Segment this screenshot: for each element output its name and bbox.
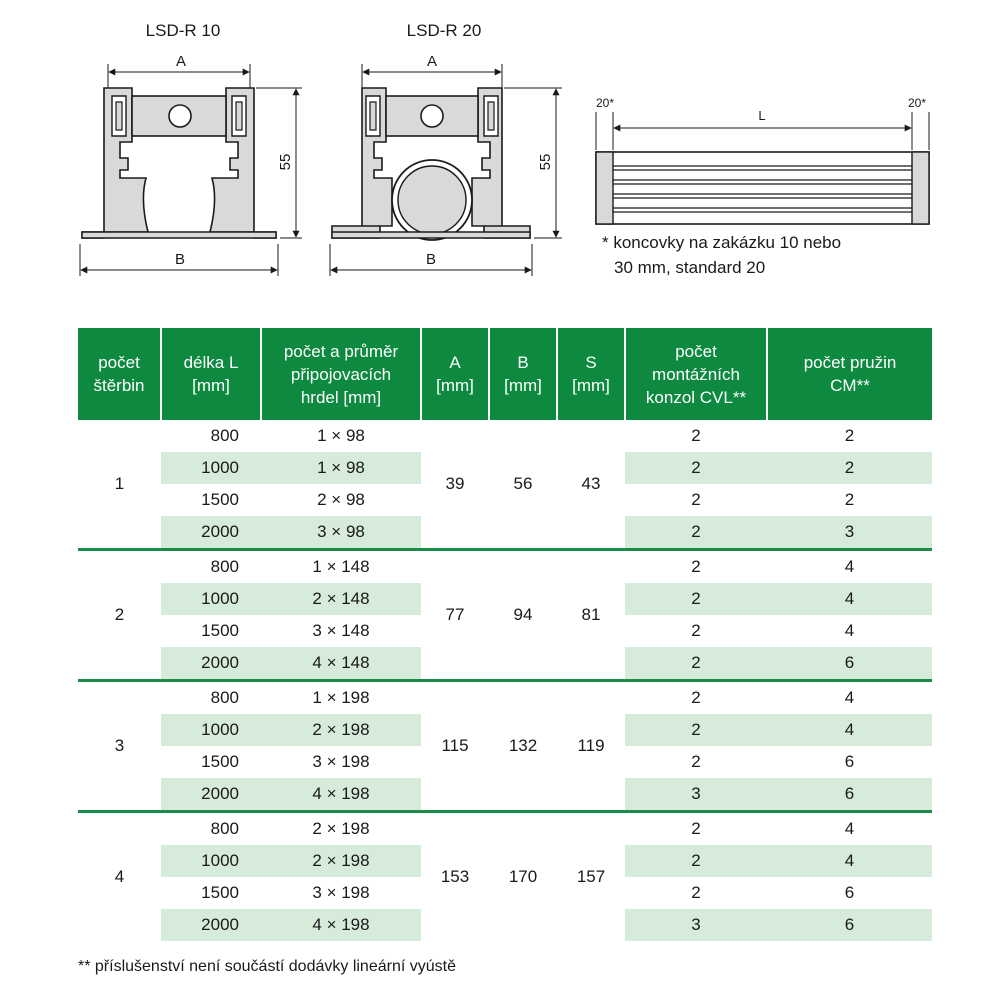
a-cell: 39 xyxy=(445,474,465,493)
end-right-label: 20* xyxy=(908,96,927,110)
consoles-cell: 2 xyxy=(625,452,767,484)
lsd-r10-height: 55 xyxy=(277,153,294,171)
pipes-cell: 2 × 148 xyxy=(261,583,421,615)
length-cell: 800 xyxy=(161,681,261,715)
pipes-cell: 3 × 148 xyxy=(312,621,370,640)
springs-cell: 6 xyxy=(844,883,855,902)
consoles-cell: 3 xyxy=(625,909,767,941)
table-row xyxy=(78,681,932,715)
b-cell: 56 xyxy=(513,474,533,493)
consoles-cell: 3 xyxy=(625,778,767,812)
springs-cell: 4 xyxy=(767,583,932,615)
header-b: B [mm] xyxy=(489,328,557,420)
header-s: S [mm] xyxy=(557,328,625,420)
pipes-cell: 4 × 198 xyxy=(261,778,421,812)
pipes-cell: 3 × 98 xyxy=(261,516,421,550)
header-length: délka L [mm] xyxy=(161,328,261,420)
pipes-cell: 2 × 98 xyxy=(317,490,365,509)
consoles-cell: 2 xyxy=(691,490,701,509)
length-cell: 1000 xyxy=(161,583,261,615)
springs-cell: 2 xyxy=(844,426,855,445)
a-cell: 77 xyxy=(421,550,489,681)
consoles-cell: 2 xyxy=(691,883,701,902)
lsd-r10-dim-a: A xyxy=(175,53,187,70)
springs-cell: 6 xyxy=(767,647,932,681)
length-cell: 1500 xyxy=(201,883,239,902)
springs-cell: 6 xyxy=(844,752,855,771)
consoles-cell: 2 xyxy=(691,426,701,445)
springs-cell: 4 xyxy=(767,550,932,584)
header-springs: počet pružin CM** xyxy=(767,328,932,420)
pipes-cell: 2 × 198 xyxy=(261,714,421,746)
pipes-cell: 1 × 98 xyxy=(317,426,365,445)
pipes-cell: 4 × 148 xyxy=(261,647,421,681)
length-label: L xyxy=(758,108,766,123)
slots-cell: 4 xyxy=(78,812,161,942)
lsd-r20-title: LSD-R 20 xyxy=(406,21,482,40)
length-cell: 2000 xyxy=(161,516,261,550)
s-cell: 119 xyxy=(557,681,625,812)
length-cell: 800 xyxy=(161,550,261,584)
lsd-r10-profile xyxy=(80,21,302,276)
pipes-cell: 1 × 148 xyxy=(261,550,421,584)
b-cell: 132 xyxy=(489,681,557,812)
table-header-row xyxy=(78,328,932,420)
s-cell: 43 xyxy=(581,474,601,493)
springs-cell: 4 xyxy=(767,845,932,877)
header-slots: počet štěrbin xyxy=(78,328,161,420)
length-cell: 2000 xyxy=(161,909,261,941)
b-cell: 94 xyxy=(489,550,557,681)
length-cell: 2000 xyxy=(161,778,261,812)
b-cell: 170 xyxy=(489,812,557,942)
length-cell: 1000 xyxy=(161,845,261,877)
consoles-cell: 2 xyxy=(625,845,767,877)
springs-cell: 4 xyxy=(767,681,932,715)
header-a: A [mm] xyxy=(421,328,489,420)
springs-cell: 3 xyxy=(767,516,932,550)
springs-cell: 2 xyxy=(767,452,932,484)
ends-note-line1: * koncovky na zakázku 10 nebo xyxy=(602,233,842,252)
lsd-r10-dim-b: B xyxy=(174,251,186,268)
springs-cell: 4 xyxy=(767,812,932,846)
consoles-cell: 2 xyxy=(625,516,767,550)
pipes-cell: 3 × 198 xyxy=(312,883,370,902)
length-cell: 2000 xyxy=(161,647,261,681)
pipes-cell: 1 × 98 xyxy=(261,452,421,484)
springs-cell: 6 xyxy=(767,909,932,941)
consoles-cell: 2 xyxy=(691,621,701,640)
springs-cell: 4 xyxy=(844,621,855,640)
pipes-cell: 1 × 198 xyxy=(261,681,421,715)
consoles-cell: 2 xyxy=(691,752,701,771)
slots-cell: 2 xyxy=(78,550,161,681)
lsd-r20-height: 55 xyxy=(537,153,554,171)
footnote: ** příslušenství není součástí dodávky lineární vyústě xyxy=(78,958,456,975)
consoles-cell: 2 xyxy=(625,583,767,615)
consoles-cell: 2 xyxy=(625,647,767,681)
s-cell: 81 xyxy=(557,550,625,681)
side-view xyxy=(596,96,929,224)
consoles-cell: 2 xyxy=(625,681,767,715)
springs-cell: 2 xyxy=(844,490,855,509)
technical-drawings xyxy=(0,0,1000,300)
length-cell: 800 xyxy=(210,426,239,445)
lsd-r10-title: LSD-R 10 xyxy=(145,21,221,40)
header-consoles: počet montážních konzol CVL** xyxy=(625,328,767,420)
length-cell: 1500 xyxy=(201,490,239,509)
springs-cell: 4 xyxy=(767,714,932,746)
s-cell: 157 xyxy=(557,812,625,942)
consoles-cell: 2 xyxy=(625,550,767,584)
consoles-cell: 2 xyxy=(625,714,767,746)
a-cell: 115 xyxy=(421,681,489,812)
lsd-r20-dim-a: A xyxy=(426,53,438,70)
slots-cell: 1 xyxy=(114,474,125,493)
table-row xyxy=(78,812,932,846)
length-cell: 1500 xyxy=(201,752,239,771)
pipes-cell: 2 × 198 xyxy=(261,845,421,877)
a-cell: 153 xyxy=(421,812,489,942)
lsd-r20-dim-b: B xyxy=(425,251,437,268)
table-row xyxy=(78,550,932,584)
length-cell: 1000 xyxy=(161,452,261,484)
pipes-cell: 3 × 198 xyxy=(312,752,370,771)
pipes-cell: 2 × 198 xyxy=(261,812,421,846)
end-left-label: 20* xyxy=(596,96,615,110)
consoles-cell: 2 xyxy=(625,812,767,846)
ends-note-line2: 30 mm, standard 20 xyxy=(614,258,766,277)
length-cell: 1000 xyxy=(161,714,261,746)
pipes-cell: 4 × 198 xyxy=(261,909,421,941)
header-pipes: počet a průměr připojovacích hrdel [mm] xyxy=(261,328,421,420)
slots-cell: 3 xyxy=(78,681,161,812)
spec-table xyxy=(78,328,932,941)
length-cell: 1500 xyxy=(201,621,239,640)
lsd-r20-profile xyxy=(330,21,562,276)
table-row xyxy=(78,420,932,452)
springs-cell: 6 xyxy=(767,778,932,812)
length-cell: 800 xyxy=(161,812,261,846)
